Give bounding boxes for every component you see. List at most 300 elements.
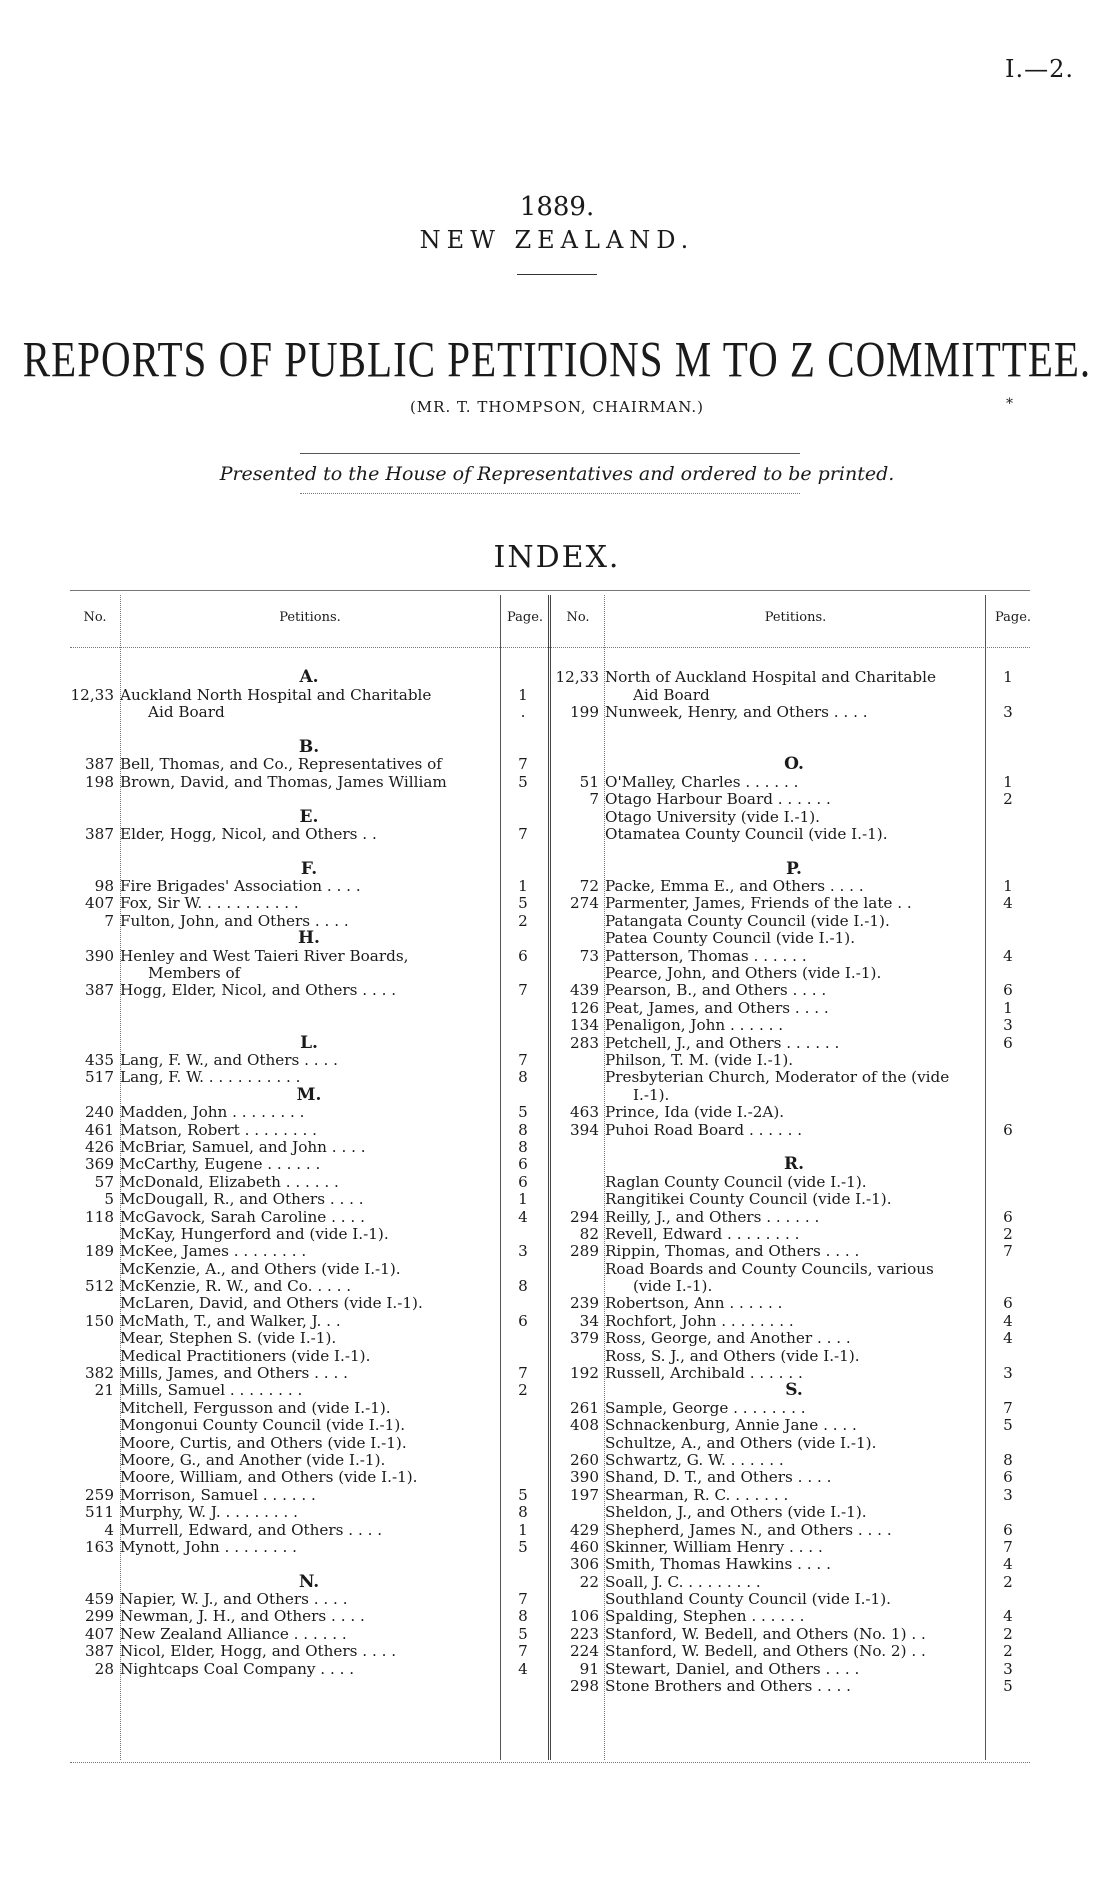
- page-number: 7: [1003, 1242, 1013, 1261]
- col-header-page: Page.: [506, 610, 544, 625]
- petition-number: 390: [85, 946, 114, 965]
- index-row: [553, 894, 1013, 913]
- country-heading: NEW ZEALAND.: [419, 226, 695, 254]
- col-header-petitions: Petitions.: [764, 610, 827, 625]
- page-number: 6: [1003, 1033, 1013, 1052]
- petition-number: 12,33: [70, 685, 114, 704]
- index-row: [68, 1485, 528, 1504]
- petition-name: Spalding, Stephen . . . . . .: [605, 1608, 805, 1626]
- index-row: [553, 1069, 993, 1086]
- page-number: 8: [518, 1137, 528, 1156]
- index-row: [68, 1226, 508, 1243]
- index-row: [553, 1624, 1013, 1643]
- page-number: 7: [518, 1364, 528, 1383]
- petition-name: Shand, D. T., and Others . . . .: [605, 1469, 832, 1487]
- col-header-no: No.: [566, 610, 590, 625]
- petition-number: 82: [579, 1224, 599, 1243]
- col-header-no: No.: [83, 610, 107, 625]
- page-number: 8: [518, 1120, 528, 1139]
- petition-number: 387: [85, 755, 114, 774]
- index-row: [553, 1311, 1013, 1330]
- index-row: [68, 722, 508, 739]
- index-heading: INDEX.: [493, 540, 621, 575]
- petition-number: 407: [85, 894, 114, 913]
- petition-number: 106: [570, 1607, 599, 1626]
- petition-number: 98: [94, 877, 114, 896]
- section-letter: [68, 861, 508, 878]
- page-number: 2: [1003, 1624, 1013, 1643]
- petition-name: H.: [298, 930, 320, 948]
- petition-name: Matson, Robert . . . . . . . .: [120, 1121, 317, 1139]
- petition-number: 118: [85, 1207, 114, 1226]
- petition-name: Newman, J. H., and Others . . . .: [120, 1608, 365, 1626]
- petition-number: 408: [570, 1416, 599, 1435]
- petition-name: Ross, S. J., and Others (vide I.-1).: [605, 1347, 860, 1365]
- index-row: [553, 826, 993, 843]
- index-row: [553, 930, 993, 947]
- index-row: [553, 1278, 993, 1295]
- petition-number: 407: [85, 1624, 114, 1643]
- petition-name: M.: [296, 1086, 322, 1105]
- index-row: [68, 877, 528, 896]
- petition-number: 379: [570, 1329, 599, 1348]
- index-row: [553, 1468, 1013, 1487]
- index-row: [553, 1191, 993, 1208]
- index-row: [68, 1261, 508, 1278]
- petition-number: 459: [85, 1590, 114, 1609]
- section-letter: [68, 1574, 508, 1591]
- petition-name: McLaren, David, and Others (vide I.-1).: [120, 1295, 423, 1313]
- petition-name: Moore, G., and Another (vide I.-1).: [120, 1451, 386, 1469]
- index-row: [553, 1139, 993, 1156]
- asterisk-mark-icon: *: [1006, 396, 1013, 412]
- petition-name: Patangata County Council (vide I.-1).: [605, 912, 890, 930]
- page-number: 3: [1003, 703, 1013, 722]
- page-number: 5: [518, 1537, 528, 1556]
- index-row: [553, 739, 993, 756]
- petition-name: Otago University (vide I.-1).: [605, 808, 821, 826]
- petition-number: 163: [85, 1537, 114, 1556]
- petition-name: Revell, Edward . . . . . . . .: [605, 1225, 800, 1243]
- presented-line: Presented to the House of Representatives and ordered to be printed.: [219, 463, 895, 485]
- index-row: [553, 1450, 1013, 1469]
- petition-name: Aid Board: [148, 704, 225, 722]
- petition-name: Otago Harbour Board . . . . . .: [605, 791, 831, 809]
- petition-name: Hogg, Elder, Nicol, and Others . . . .: [120, 982, 397, 1000]
- petition-number: 223: [570, 1624, 599, 1643]
- petition-name: Mynott, John . . . . . . . .: [120, 1538, 297, 1556]
- petition-number: 4: [104, 1520, 114, 1539]
- petition-name: Members of: [148, 965, 241, 983]
- petition-name: O.: [784, 756, 804, 774]
- index-row: [553, 1033, 1013, 1052]
- page-number: 6: [518, 946, 528, 965]
- petition-name: Fulton, John, and Others . . . .: [120, 912, 349, 930]
- petition-name: Elder, Hogg, Nicol, and Others . .: [120, 825, 377, 843]
- page-number: 3: [518, 1242, 528, 1261]
- index-row: [68, 1190, 528, 1209]
- petition-name: Rangitikei County Council (vide I.-1).: [605, 1191, 892, 1209]
- petition-name: Lang, F. W. . . . . . . . . . .: [120, 1069, 301, 1087]
- index-row: [68, 1348, 508, 1365]
- petition-name: A.: [299, 669, 319, 687]
- page-number: 1: [518, 1190, 528, 1209]
- petition-name: Nicol, Elder, Hogg, and Others . . . .: [120, 1643, 397, 1661]
- index-row: [68, 1503, 528, 1522]
- page-number: 6: [1003, 1207, 1013, 1226]
- petition-name: McKay, Hungerford and (vide I.-1).: [120, 1225, 389, 1243]
- page-number: 7: [1003, 1398, 1013, 1417]
- petition-name: Fox, Sir W. . . . . . . . . . .: [120, 895, 299, 913]
- page-number: 3: [1003, 1016, 1013, 1035]
- index-row: [553, 965, 993, 982]
- index-row: [68, 1137, 528, 1156]
- petition-name: Mills, Samuel . . . . . . . .: [120, 1382, 303, 1400]
- petition-number: 517: [85, 1068, 114, 1087]
- page-number: 6: [518, 1172, 528, 1191]
- petition-number: 259: [85, 1485, 114, 1504]
- petition-number: 57: [94, 1172, 114, 1191]
- petition-name: I.-1).: [633, 1086, 670, 1104]
- petition-name: Russell, Archibald . . . . . .: [605, 1365, 803, 1383]
- petition-name: Smith, Thomas Hawkins . . . .: [605, 1556, 831, 1574]
- index-row: [553, 1261, 993, 1278]
- divider-dotted: [300, 493, 800, 494]
- index-row: [553, 1520, 1013, 1539]
- page-number: 1: [518, 877, 528, 896]
- petition-number: 283: [570, 1033, 599, 1052]
- index-row: [68, 1000, 508, 1017]
- page-number: 8: [518, 1277, 528, 1296]
- petition-name: Shearman, R. C. . . . . . .: [605, 1486, 789, 1504]
- table-bottom-rule: [70, 1762, 1030, 1763]
- petition-name: McMath, T., and Walker, J. . .: [120, 1312, 341, 1330]
- page-number: 3: [1003, 1364, 1013, 1383]
- petition-number: 387: [85, 824, 114, 843]
- index-row: [68, 1659, 528, 1678]
- section-letter: [553, 756, 993, 773]
- petition-name: Patterson, Thomas . . . . . .: [605, 947, 807, 965]
- petition-number: 299: [85, 1607, 114, 1626]
- petition-name: McCarthy, Eugene . . . . . .: [120, 1156, 321, 1174]
- petition-name: Stanford, W. Bedell, and Others (No. 2) . .: [605, 1643, 926, 1661]
- section-letter: [68, 1035, 508, 1052]
- petition-name: McGavock, Sarah Caroline . . . .: [120, 1208, 365, 1226]
- petition-name: Moore, William, and Others (vide I.-1).: [120, 1469, 418, 1487]
- page-number: 1: [1003, 877, 1013, 896]
- index-left-column: [68, 652, 528, 1678]
- petition-name: Mongonui County Council (vide I.-1).: [120, 1417, 406, 1435]
- index-row: [553, 668, 1013, 687]
- page-number: 6: [1003, 1520, 1013, 1539]
- petition-number: 426: [85, 1137, 114, 1156]
- index-row: [68, 965, 508, 982]
- petition-name: Rippin, Thomas, and Others . . . .: [605, 1243, 860, 1261]
- page-number: 1: [518, 685, 528, 704]
- petition-number: 199: [570, 703, 599, 722]
- petition-name: F.: [300, 860, 318, 879]
- section-letter: [68, 1087, 508, 1104]
- section-letter: [553, 861, 993, 878]
- page-number: 5: [1003, 1677, 1013, 1696]
- index-row: [553, 1677, 1013, 1696]
- page-number: 4: [518, 1659, 528, 1678]
- petition-name: Otamatea County Council (vide I.-1).: [605, 825, 888, 843]
- petition-number: 198: [85, 772, 114, 791]
- petition-name: Penaligon, John . . . . . .: [605, 1017, 784, 1035]
- page-number: 1: [518, 1520, 528, 1539]
- index-row: [553, 1607, 1013, 1626]
- index-row: [68, 1590, 528, 1609]
- page-number: 2: [518, 1381, 528, 1400]
- index-row: [68, 772, 528, 791]
- index-row: [553, 1485, 1013, 1504]
- page-number: 1: [1003, 998, 1013, 1017]
- index-row: [68, 1400, 508, 1417]
- index-row: [68, 1435, 508, 1452]
- section-letter: [68, 809, 508, 826]
- index-row: [553, 843, 993, 860]
- page-number: 4: [1003, 1311, 1013, 1330]
- petition-name: McKenzie, A., and Others (vide I.-1).: [120, 1260, 401, 1278]
- petition-name: Bell, Thomas, and Co., Representatives of: [120, 756, 442, 774]
- index-row: [553, 1329, 1013, 1348]
- index-right-column: [553, 652, 1013, 1696]
- index-row: [553, 913, 993, 930]
- petition-name: Fire Brigades' Association . . . .: [120, 878, 361, 896]
- petition-number: 28: [94, 1659, 114, 1678]
- petition-number: 239: [570, 1294, 599, 1313]
- petition-number: 134: [570, 1016, 599, 1035]
- index-row: [553, 1242, 1013, 1261]
- petition-number: 387: [85, 1642, 114, 1661]
- index-row: [553, 1348, 993, 1365]
- petition-number: 390: [570, 1468, 599, 1487]
- petition-name: McDonald, Elizabeth . . . . . .: [120, 1173, 339, 1191]
- index-row: [553, 652, 993, 669]
- petition-name: Mear, Stephen S. (vide I.-1).: [120, 1330, 337, 1348]
- index-row: [553, 877, 1013, 896]
- index-row: [553, 1416, 1013, 1435]
- page-folio: I.—2.: [1004, 55, 1074, 83]
- index-row: [553, 1207, 1013, 1226]
- index-row: [68, 755, 528, 774]
- index-row: [68, 911, 528, 930]
- index-row: [68, 1311, 528, 1330]
- page-number: 7: [518, 755, 528, 774]
- index-row: [68, 1277, 528, 1296]
- section-letter: [553, 1382, 993, 1399]
- petition-name: Robertson, Ann . . . . . .: [605, 1295, 783, 1313]
- petition-number: 274: [570, 894, 599, 913]
- petition-name: N.: [298, 1573, 320, 1592]
- index-row: [553, 790, 1013, 809]
- index-row: [68, 824, 528, 843]
- page-number: 2: [1003, 1642, 1013, 1661]
- section-letter: [68, 930, 508, 947]
- page-number: 5: [518, 772, 528, 791]
- index-row: [553, 946, 1013, 965]
- section-letter: [68, 739, 508, 756]
- petition-number: 429: [570, 1520, 599, 1539]
- index-row: [68, 1017, 508, 1034]
- index-row: [68, 1607, 528, 1626]
- petition-name: Skinner, William Henry . . . .: [605, 1538, 823, 1556]
- petition-name: Reilly, J., and Others . . . . . .: [605, 1208, 820, 1226]
- col-header-page: Page.: [994, 610, 1032, 625]
- index-row: [553, 1537, 1013, 1556]
- petition-name: McKenzie, R. W., and Co. . . . .: [120, 1278, 352, 1296]
- petition-name: R.: [783, 1156, 805, 1174]
- index-row: [68, 843, 508, 860]
- page-number: 5: [518, 1103, 528, 1122]
- page-number: 6: [1003, 1468, 1013, 1487]
- page-number: 8: [518, 1503, 528, 1522]
- petition-name: Petchell, J., and Others . . . . . .: [605, 1034, 840, 1052]
- index-row: [68, 1556, 508, 1573]
- petition-number: 382: [85, 1364, 114, 1383]
- petition-name: Schnackenburg, Annie Jane . . . .: [605, 1417, 857, 1435]
- page-number: 6: [1003, 981, 1013, 1000]
- petition-number: 197: [570, 1485, 599, 1504]
- petition-number: 306: [570, 1555, 599, 1574]
- petition-name: B.: [298, 738, 320, 757]
- petition-name: Stone Brothers and Others . . . .: [605, 1678, 851, 1696]
- index-row: [553, 1016, 1013, 1035]
- col-header-petitions: Petitions.: [279, 610, 341, 625]
- index-row: [68, 1642, 528, 1661]
- index-row: [553, 1087, 993, 1104]
- petition-number: 224: [570, 1642, 599, 1661]
- index-row: [553, 1104, 993, 1121]
- short-rule: [517, 274, 597, 275]
- index-row: [68, 1537, 528, 1556]
- index-row: [68, 1120, 528, 1139]
- index-row: [553, 772, 1013, 791]
- petition-name: Morrison, Samuel . . . . . .: [120, 1486, 316, 1504]
- petition-number: 298: [570, 1677, 599, 1696]
- index-row: [68, 791, 508, 808]
- petition-number: 460: [570, 1537, 599, 1556]
- section-letter: [68, 669, 508, 686]
- petition-name: Nunweek, Henry, and Others . . . .: [605, 704, 868, 722]
- index-row: [553, 1398, 1013, 1417]
- page-number: 5: [1003, 1416, 1013, 1435]
- index-row: [68, 1295, 508, 1312]
- page-number: 2: [1003, 1224, 1013, 1243]
- index-row: [68, 1364, 528, 1383]
- petition-number: 260: [570, 1450, 599, 1469]
- index-row: [553, 1435, 993, 1452]
- index-row: [553, 1659, 1013, 1678]
- petition-number: 394: [570, 1120, 599, 1139]
- index-row: [553, 687, 993, 704]
- index-row: [553, 1052, 993, 1069]
- page-title: REPORTS OF PUBLIC PETITIONS M TO Z COMMITTEE.: [22, 330, 1092, 388]
- petition-number: 294: [570, 1207, 599, 1226]
- index-row: [68, 1172, 528, 1191]
- petition-name: Ross, George, and Another . . . .: [605, 1330, 851, 1348]
- page-number: 7: [518, 1050, 528, 1069]
- petition-name: Pearce, John, and Others (vide I.-1).: [605, 965, 882, 983]
- page-number: 4: [1003, 1607, 1013, 1626]
- chairman-line: (MR. T. THOMPSON, CHAIRMAN.): [409, 398, 705, 416]
- petition-name: L.: [300, 1034, 318, 1052]
- petition-number: 12,33: [555, 668, 599, 687]
- petition-name: Mills, James, and Others . . . .: [120, 1365, 348, 1383]
- index-row: [68, 1520, 528, 1539]
- index-row: [553, 981, 1013, 1000]
- petition-number: 21: [94, 1381, 114, 1400]
- page-number: 4: [1003, 1555, 1013, 1574]
- index-row: [553, 998, 1013, 1017]
- petition-name: Packe, Emma E., and Others . . . .: [605, 878, 864, 896]
- page-number: 5: [518, 894, 528, 913]
- petition-name: Puhoi Road Board . . . . . .: [605, 1121, 803, 1139]
- page-number: 8: [518, 1607, 528, 1626]
- page-number: 4: [1003, 1329, 1013, 1348]
- petition-number: 34: [579, 1311, 599, 1330]
- index-row: [553, 1224, 1013, 1243]
- petition-number: 73: [579, 946, 599, 965]
- petition-number: 240: [85, 1103, 114, 1122]
- index-row: [68, 1050, 528, 1069]
- page-number: 7: [518, 824, 528, 843]
- page-number: 6: [518, 1155, 528, 1174]
- index-row: [553, 1294, 1013, 1313]
- petition-name: O'Malley, Charles . . . . . .: [605, 773, 799, 791]
- petition-name: Lang, F. W., and Others . . . .: [120, 1051, 338, 1069]
- petition-number: 289: [570, 1242, 599, 1261]
- petition-name: Stanford, W. Bedell, and Others (No. 1) . .: [605, 1625, 926, 1643]
- page-number: 3: [1003, 1659, 1013, 1678]
- petition-number: 7: [589, 790, 599, 809]
- page-number: 1: [1003, 772, 1013, 791]
- petition-name: Moore, Curtis, and Others (vide I.-1).: [120, 1434, 407, 1452]
- index-row: [553, 703, 1013, 722]
- index-row: [553, 809, 993, 826]
- index-row: [68, 703, 526, 722]
- petition-name: McDougall, R., and Others . . . .: [120, 1191, 364, 1209]
- page-number: 8: [1003, 1450, 1013, 1469]
- petition-name: Madden, John . . . . . . . .: [120, 1104, 305, 1122]
- petition-name: Soall, J. C. . . . . . . . .: [605, 1573, 761, 1591]
- petition-name: Mitchell, Fergusson and (vide I.-1).: [120, 1399, 391, 1417]
- index-row: [68, 685, 528, 704]
- page-number: 6: [1003, 1120, 1013, 1139]
- petition-name: Prince, Ida (vide I.-2A).: [605, 1104, 785, 1122]
- petition-number: 463: [570, 1103, 599, 1122]
- page-number: 2: [1003, 1572, 1013, 1591]
- page-number: 8: [518, 1068, 528, 1087]
- index-row: [68, 1417, 508, 1434]
- petition-name: New Zealand Alliance . . . . . .: [120, 1625, 347, 1643]
- page-number: 7: [1003, 1537, 1013, 1556]
- petition-name: Peat, James, and Others . . . .: [605, 999, 829, 1017]
- petition-name: Parmenter, James, Friends of the late . .: [605, 895, 912, 913]
- petition-number: 512: [85, 1277, 114, 1296]
- page-number: 4: [518, 1207, 528, 1226]
- page-number: 3: [1003, 1485, 1013, 1504]
- index-row: [68, 946, 528, 965]
- page-number: 7: [518, 1642, 528, 1661]
- petition-name: McKee, James . . . . . . . .: [120, 1243, 307, 1261]
- petition-name: Murrell, Edward, and Others . . . .: [120, 1521, 383, 1539]
- page-number: 5: [518, 1485, 528, 1504]
- page-number: .: [520, 703, 526, 722]
- index-row: [68, 1207, 528, 1226]
- petition-number: 72: [579, 877, 599, 896]
